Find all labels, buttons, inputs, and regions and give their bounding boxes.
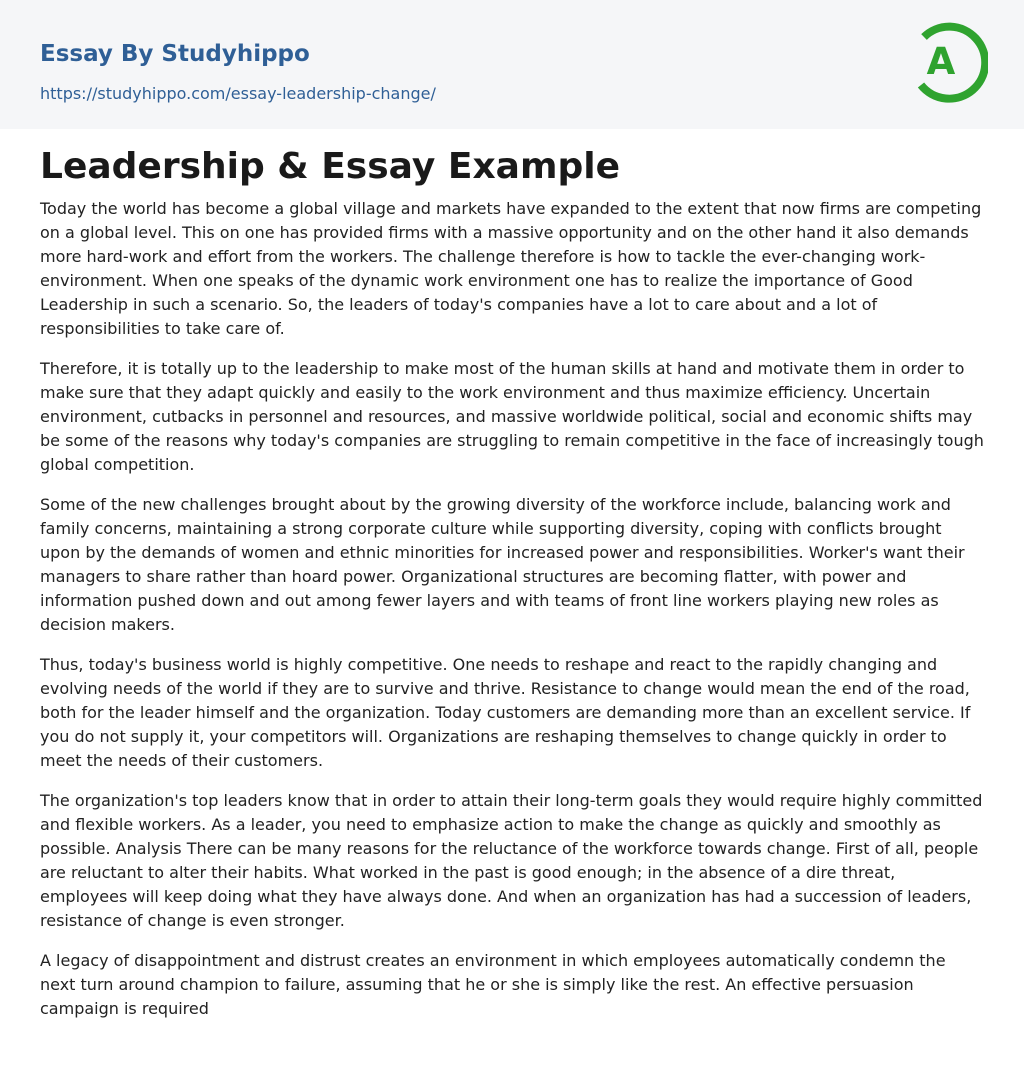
paragraph: Therefore, it is totally up to the leadership to make most of the human skills at hand and motivate them in order to make sure that they adapt quickly and easily to the work environment and thus maximize efficiency. Uncertain environment, cutbacks in personnel and resources, and massive worldwide political, social and economic shifts may be some of the reasons why today's companies are struggling to remain competitive in the face of increasingly tough global competition. xyxy=(40,359,984,474)
article xyxy=(0,129,1024,1021)
site-brand[interactable]: Essay By Studyhippo xyxy=(40,41,310,67)
source-url-link[interactable]: https://studyhippo.com/essay-leadership-change/ xyxy=(40,84,436,103)
site-header xyxy=(0,0,1024,129)
logo-letter: A xyxy=(926,40,956,83)
paragraph: Thus, today's business world is highly competitive. One needs to reshape and react to the rapidly changing and evolving needs of the world if they are to survive and thrive. Resistance to change would mean the end of the road, both for the leader himself and the organization. Today customers are demanding more than an excellent service. If you do not supply it, your competitors will. Organizations are reshaping themselves to change quickly in order to meet the needs of their customers. xyxy=(40,655,971,770)
paragraph: Some of the new challenges brought about by the growing diversity of the workforce include, balancing work and family concerns, maintaining a strong corporate culture while supporting diversity, coping with conflicts brought upon by the demands of women and ethnic minorities for increased power and responsibilities. Worker's want their managers to share rather than hoard power. Organizational structures are becoming flatter, with power and information pushed down and out among fewer layers and with teams of front line workers playing new roles as decision makers. xyxy=(40,495,965,634)
paragraph: A legacy of disappointment and distrust creates an environment in which employees automatically condemn the next turn around champion to failure, assuming that he or she is simply like the rest. An effective persuasion campaign is required xyxy=(40,951,946,1018)
paragraph: The organization's top leaders know that in order to attain their long-term goals they would require highly committed and flexible workers. As a leader, you need to emphasize action to make the change as quickly and smoothly as possible. Analysis There can be many reasons for the reluctance of the workforce towards change. First of all, people are reluctant to alter their habits. What worked in the past is good enough; in the absence of a dire threat, employees will keep doing what they have always done. And when an organization has had a succession of leaders, resistance of change is even stronger. xyxy=(40,791,983,930)
page-title: Leadership & Essay Example xyxy=(40,146,620,187)
studyhippo-logo-icon[interactable] xyxy=(910,18,988,106)
paragraph: Today the world has become a global village and markets have expanded to the extent that now firms are competing on a global level. This on one has provided firms with a massive opportunity and on the other hand it also demands more hard-work and effort from the workers. The challenge therefore is how to tackle the ever-changing work-environment. When one speaks of the dynamic work environment one has to realize the importance of Good Leadership in such a scenario. So, the leaders of today's companies have a lot to care about and a lot of responsibilities to take care of. xyxy=(40,199,982,338)
